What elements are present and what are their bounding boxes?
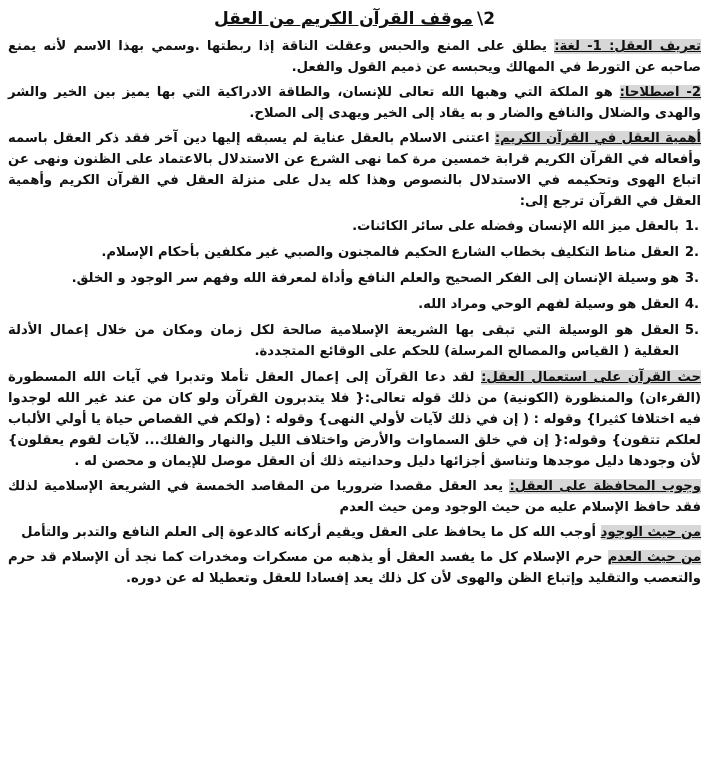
list-item [8, 242, 699, 263]
urging-text: لقد دعا القرآن إلى إعمال العقل تأملا وتدبرا في آيات الله المسطورة (القرءان) والمنظورة (الكونية) من ذلك قوله تعالى:{ فلا يتدبرون القرآن ولو كان من عند غير الله لوجدوا فيه اختلافا كثيرا} وقوله : ( إن في ذلك لآيات لأولي النهى} وقوله : (ولكم في القصاص حياة يا أولي الألباب لعلكم تتقون} وقوله:{ إن في خلق السماوات والأرض واختلاف الليل والنهار والفلك... لآيات لقوم يعقلون} لأن وجودها دليل موجدها وتناسق أجزائها دليل وحدانيته ذلك أن العقل موصل للإيمان و محصن له . [8, 370, 701, 469]
preservation-heading: وجوب المحافظة على العقل: [509, 479, 701, 494]
importance-heading: أهمية العقل في القرآن الكريم: [494, 131, 701, 146]
urging-heading: حث القرآن على استعمال العقل: [481, 370, 701, 385]
absence-text: حرم الإسلام كل ما يفسد العقل أو يذهبه من مسكرات ومخدرات كما نجد أن الإسلام قد حرم والتعصب والتقليد وإتباع الظن والهوى لأن كل ذلك يعد إفسادا للعقل وتعطيلا له عن دوره. [8, 550, 701, 586]
list-item-number: 5. [684, 323, 699, 338]
page-title [8, 6, 701, 32]
definition-term-text: هو الملكة التي وهبها الله تعالى للإنسان، والطاقة الادراكية التي بها يميز بين الخير والشر والهدى والضلال والنافع والضار و به يقاد إلى الخير ويهدى إلى الصلاح. [8, 85, 701, 121]
existence-text: أوجب الله كل ما يحافظ على العقل ويقيم أركانه كالدعوة إلى العلم النافع والتدبر والتأمل [21, 525, 601, 540]
existence-heading: من حيث الوجود [600, 525, 701, 540]
definition-term-heading: 2- اصطلاحا: [619, 85, 701, 100]
absence-paragraph [8, 547, 701, 589]
list-item-number: 2. [684, 245, 699, 260]
list-item-number: 3. [684, 271, 699, 286]
list-item-text: بالعقل ميز الله الإنسان وفضله على سائر الكائنات. [352, 219, 679, 234]
list-item-text: هو وسيلة الإنسان إلى الفكر الصحيح والعلم النافع وأداة لمعرفة الله وفهم سر الوجود و الخلق. [71, 271, 679, 286]
list-item-text: العقل مناط التكليف بخطاب الشارع الحكيم فالمجنون والصبي غير مكلفين بأحكام الإسلام. [101, 245, 679, 260]
list-item-number: 1. [684, 219, 699, 234]
list-item [8, 268, 699, 289]
list-item-number: 4. [684, 297, 699, 312]
importance-text: اعتنى الاسلام بالعقل عناية لم يسبقه إليها دين آخر فقد ذكر العقل باسمه وأفعاله في القرآن الكريم قرابة خمسين مرة كما نهى الشرع عن الاستدلال بالاعتماد على الظنون ونهى عن اتباع الهوى وتحكيمه في الاستدلال بالنصوص وهذا كله يدل على منزلة العقل في القرآن الكريم وأهمية العقل في القرآن ترجع إلى: [8, 131, 701, 209]
absence-heading: من حيث العدم [607, 550, 701, 565]
preservation-text: يعد العقل مقصدا ضروريا من المقاصد الخمسة في الشريعة الإسلامية لذلك فقد حافظ الإسلام عليه من حيث الوجود ومن حيث العدم [8, 479, 701, 515]
list-item [8, 320, 699, 362]
list-item-text: العقل هو وسيلة لفهم الوحي ومراد الله. [418, 297, 679, 312]
existence-paragraph [8, 522, 701, 543]
importance-paragraph [8, 128, 701, 212]
list-item-text: العقل هو الوسيلة التي تبقى بها الشريعة الإسلامية صالحة لكل زمان ومكان من خلال إعمال الأدلة العقلية ( القياس والمصالح المرسلة) للحكم على الوقائع المتجددة. [8, 323, 679, 359]
definition-term-paragraph [8, 82, 701, 124]
title-text: موقف القرآن الكريم من العقل [213, 9, 473, 29]
definition-language-heading: تعريف العقل: 1- لغة: [554, 39, 702, 54]
preservation-paragraph [8, 476, 701, 518]
title-number: 2\ [476, 9, 496, 29]
urging-paragraph [8, 367, 701, 472]
list-item [8, 216, 699, 237]
definition-language-text: يطلق على المنع والحبس وعقلت الناقة إذا ربطتها .وسمي بهذا الاسم لأنه يمنع صاحبه عن التورط في المهالك ويحبسه عن ذميم القول والفعل. [8, 39, 701, 75]
importance-reasons-list [8, 216, 701, 362]
list-item [8, 294, 699, 315]
definition-language-paragraph [8, 36, 701, 78]
